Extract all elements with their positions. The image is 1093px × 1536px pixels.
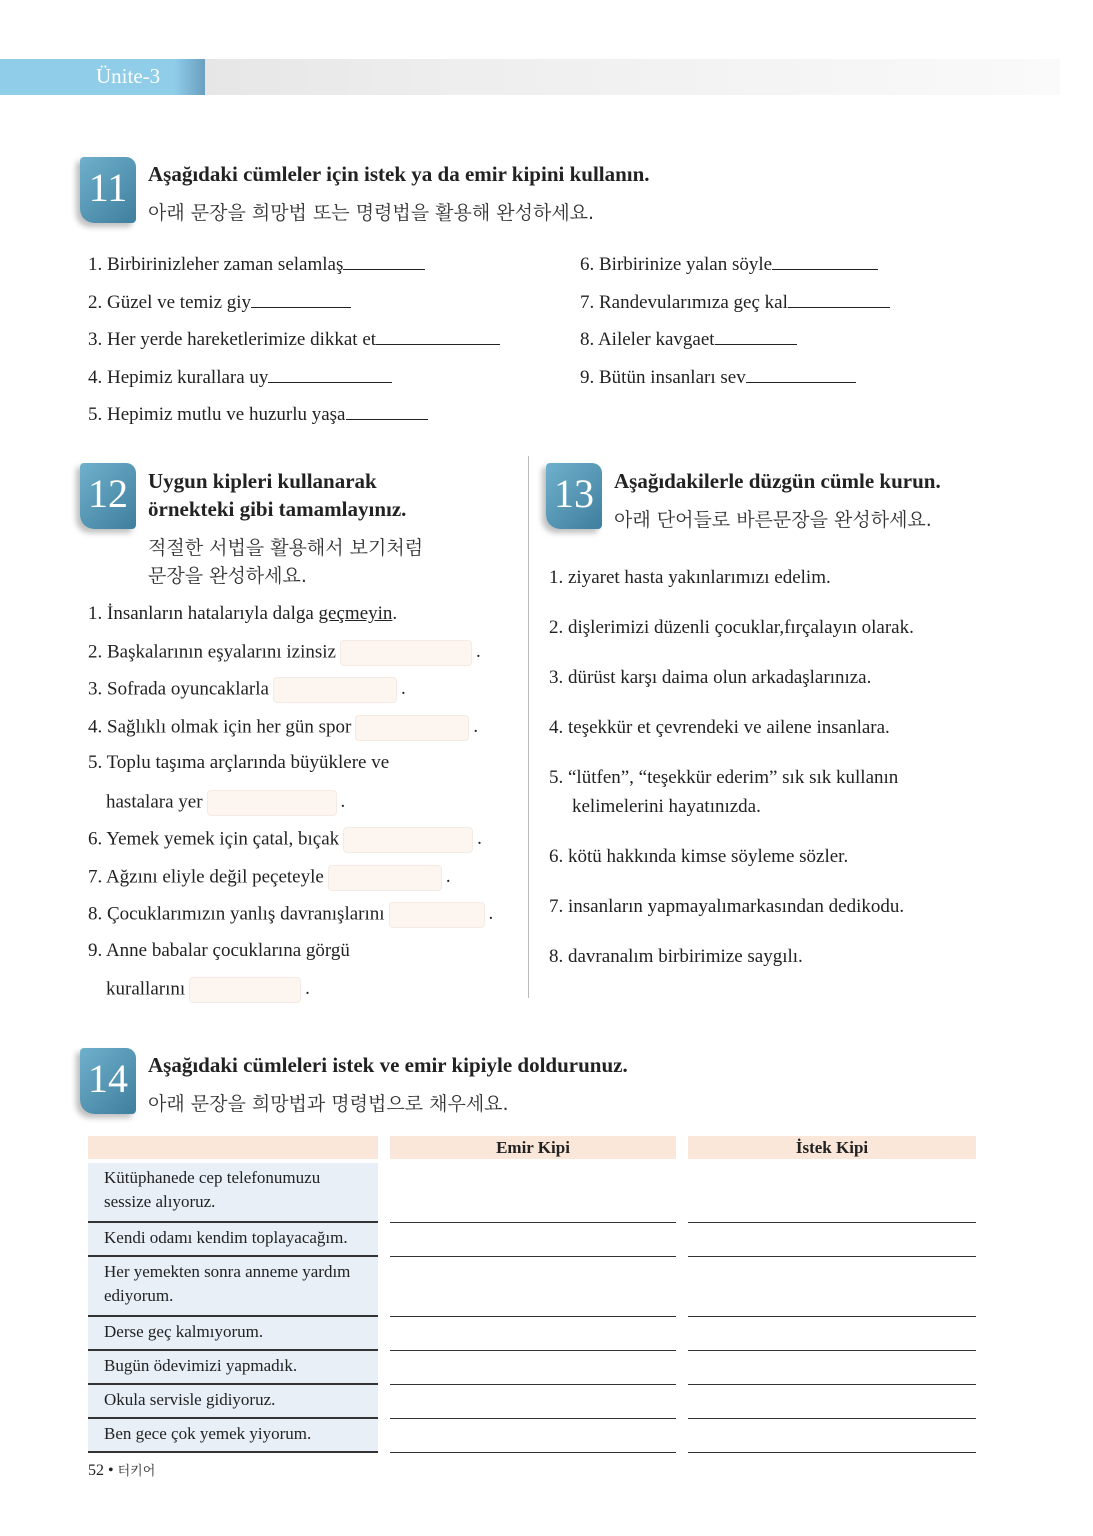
answer-blank[interactable] xyxy=(346,418,428,420)
exercise-11-item xyxy=(580,254,878,276)
exercise-13-item: kelimelerini hayatınızda. xyxy=(572,796,761,817)
istek-answer-cell[interactable] xyxy=(688,1317,976,1351)
table-row xyxy=(88,1257,976,1317)
table-row xyxy=(88,1385,976,1419)
book-title: 터키어 xyxy=(117,1464,156,1479)
item-text: 8. Aileler kavgaet xyxy=(580,329,715,350)
item-text: 1. Birbirinizleher zaman selamlaş xyxy=(88,254,344,275)
exercise-13-item: 8. davranalım birbirimize saygılı. xyxy=(549,946,803,967)
istek-answer-cell[interactable] xyxy=(688,1257,976,1317)
sentence-cell: Bugün ödevimizi yapmadık. xyxy=(88,1351,378,1385)
emir-answer-cell[interactable] xyxy=(390,1257,676,1317)
exercise-12-item xyxy=(88,865,451,891)
item-text: 3. Her yerde hareketlerimize dikkat et xyxy=(88,329,377,350)
answer-blank[interactable] xyxy=(772,268,878,270)
exercise-12-title-line1: Uygun kipleri kullanarak xyxy=(148,469,377,493)
exercise-11-item xyxy=(88,254,425,276)
exercise-11-badge: 11 xyxy=(80,157,136,223)
emir-answer-cell[interactable] xyxy=(390,1351,676,1385)
sentence-cell: Kendi odamı kendim toplayacağım. xyxy=(88,1223,378,1257)
item-text: kurallarını xyxy=(106,978,186,1000)
table-row xyxy=(88,1223,976,1257)
answer-box[interactable] xyxy=(207,790,337,816)
istek-answer-cell[interactable] xyxy=(688,1385,976,1419)
exercise-12-item xyxy=(88,940,350,962)
exercise-12-item xyxy=(88,752,389,774)
sentence-cell: Kütüphanede cep telefonumuzu sessize alıyoruz. xyxy=(88,1163,378,1223)
example-answer: geçmeyin xyxy=(318,603,393,624)
answer-box[interactable] xyxy=(340,640,472,666)
exercise-13-item: 6. kötü hakkında kimse söyleme sözler. xyxy=(549,846,849,867)
answer-box[interactable] xyxy=(273,677,397,703)
footer-separator: • xyxy=(108,1462,114,1479)
answer-blank[interactable] xyxy=(376,343,500,345)
sentence-cell: Her yemekten sonra anneme yardım ediyorum. xyxy=(88,1257,378,1317)
item-text: hastalara yer xyxy=(106,791,203,813)
exercise-13-item: 3. dürüst karşı daima olun arkadaşlarınıza. xyxy=(549,667,872,688)
exercise-13-item: 2. dişlerimizi düzenli çocuklar,fırçalayın olarak. xyxy=(549,617,914,638)
exercise-11-title: Aşağıdaki cümleler için istek ya da emir kipini kullanın. xyxy=(148,162,650,186)
exercise-12-title-line2: örnekteki gibi tamamlayınız. xyxy=(148,497,407,521)
item-text: 6. Yemek yemek için çatal, bıçak xyxy=(88,828,340,850)
istek-answer-cell[interactable] xyxy=(688,1351,976,1385)
period: . xyxy=(400,678,406,700)
table-header-emir: Emir Kipi xyxy=(390,1136,676,1159)
item-text: 9. Anne babalar çocuklarına görgü xyxy=(88,940,350,961)
period: . xyxy=(473,716,479,738)
table-header-istek: İstek Kipi xyxy=(688,1136,976,1159)
exercise-13-item: 4. teşekkür et çevrendeki ve ailene insanlara. xyxy=(549,717,890,738)
exercise-11-item xyxy=(88,329,500,351)
answer-box[interactable] xyxy=(189,977,301,1003)
item-text: 2. Güzel ve temiz giy xyxy=(88,291,252,313)
emir-answer-cell[interactable] xyxy=(390,1419,676,1453)
exercise-12-item xyxy=(88,640,481,666)
period: . xyxy=(305,978,310,1000)
item-text: 7. Ağzını eliyle değil peçeteyle xyxy=(88,866,324,888)
emir-answer-cell[interactable] xyxy=(390,1163,676,1223)
column-divider xyxy=(528,456,529,998)
period: . xyxy=(488,903,494,925)
table-row xyxy=(88,1419,976,1453)
exercise-11-item xyxy=(580,329,797,351)
exercise-13-item: 5. “lütfen”, “teşekkür ederim” sık sık kullanın xyxy=(549,767,899,788)
item-text: 3. Sofrada oyuncaklarla xyxy=(88,678,269,700)
sentence-cell: Ben gece çok yemek yiyorum. xyxy=(88,1419,378,1453)
exercise-14-title: Aşağıdaki cümleleri istek ve emir kipiyle doldurunuz. xyxy=(148,1053,628,1077)
example-period: . xyxy=(392,603,398,624)
exercise-14-table xyxy=(88,1136,976,1453)
period: . xyxy=(445,866,451,888)
answer-blank[interactable] xyxy=(746,381,856,383)
answer-box[interactable] xyxy=(355,715,469,741)
exercise-12-item xyxy=(88,677,406,703)
istek-answer-cell[interactable] xyxy=(688,1163,976,1223)
exercise-11-item xyxy=(88,292,351,314)
item-text: 6. Birbirinize yalan söyle xyxy=(580,254,773,275)
exercise-12-item xyxy=(88,827,482,853)
answer-box[interactable] xyxy=(343,827,473,853)
table-row xyxy=(88,1317,976,1351)
item-text: 7. Randevularımıza geç kal xyxy=(580,291,788,313)
sentence-cell: Okula servisle gidiyoruz. xyxy=(88,1385,378,1419)
istek-answer-cell[interactable] xyxy=(688,1223,976,1257)
exercise-12-korean-line1: 적절한 서법을 활용해서 보기처럼 xyxy=(148,537,424,559)
unit-label: Ünite-3 xyxy=(96,64,161,88)
table-row xyxy=(88,1351,976,1385)
exercise-13-korean: 아래 단어들로 바른문장을 완성하세요. xyxy=(614,509,932,531)
exercise-11-item xyxy=(88,404,428,426)
exercise-11-korean: 아래 문장을 희망법 또는 명령법을 활용해 완성하세요. xyxy=(148,202,595,224)
exercise-14-korean: 아래 문장을 희망법과 명령법으로 채우세요. xyxy=(148,1093,509,1115)
item-text: 9. Bütün insanları sev xyxy=(580,366,746,388)
exercise-13-item: 7. insanların yapmayalımarkasından dedikodu. xyxy=(549,896,905,917)
period: . xyxy=(475,641,481,663)
exercise-12-korean-line2: 문장을 완성하세요. xyxy=(148,565,307,587)
emir-answer-cell[interactable] xyxy=(390,1223,676,1257)
exercise-11-item xyxy=(88,367,392,389)
sentence-cell: Derse geç kalmıyorum. xyxy=(88,1317,378,1351)
exercise-12-item xyxy=(88,902,493,928)
answer-blank[interactable] xyxy=(251,306,351,308)
exercise-13-item: 1. ziyaret hasta yakınlarımızı edelim. xyxy=(549,567,831,588)
answer-box[interactable] xyxy=(328,865,442,891)
exercise-13-title: Aşağıdakilerle düzgün cümle kurun. xyxy=(614,469,941,493)
page-footer xyxy=(88,1460,155,1480)
exercise-12-badge: 12 xyxy=(80,463,136,529)
item-text: 4. Sağlıklı olmak için her gün spor xyxy=(88,716,352,738)
page-number: 52 xyxy=(88,1462,104,1479)
exercise-11-item xyxy=(580,292,890,314)
answer-blank[interactable] xyxy=(343,268,425,270)
istek-answer-cell[interactable] xyxy=(688,1419,976,1453)
answer-blank[interactable] xyxy=(788,306,890,308)
emir-answer-cell[interactable] xyxy=(390,1317,676,1351)
item-text: 5. Hepimiz mutlu ve huzurlu yaşa xyxy=(88,404,346,425)
exercise-12-example xyxy=(88,603,397,625)
exercise-12-item xyxy=(106,977,310,1003)
period: . xyxy=(340,791,346,813)
table-header-sentence xyxy=(88,1136,378,1159)
item-text: 8. Çocuklarımızın yanlış davranışlarını xyxy=(88,903,385,925)
period: . xyxy=(477,828,482,850)
example-text: 1. İnsanların hatalarıyla dalga xyxy=(88,603,319,624)
item-text: 5. Toplu taşıma arçlarında büyüklere ve xyxy=(88,752,390,773)
exercise-13-badge: 13 xyxy=(546,463,602,529)
exercise-14-badge: 14 xyxy=(80,1048,136,1114)
exercise-12-item xyxy=(106,790,345,816)
answer-blank[interactable] xyxy=(715,343,797,345)
answer-box[interactable] xyxy=(389,902,485,928)
table-row xyxy=(88,1163,976,1223)
emir-answer-cell[interactable] xyxy=(390,1385,676,1419)
item-text: 4. Hepimiz kurallara uy xyxy=(88,366,269,388)
exercise-11-item xyxy=(580,367,856,389)
exercise-12-item xyxy=(88,715,478,741)
item-text: 2. Başkalarının eşyalarını izinsiz xyxy=(88,641,336,663)
answer-blank[interactable] xyxy=(268,381,392,383)
